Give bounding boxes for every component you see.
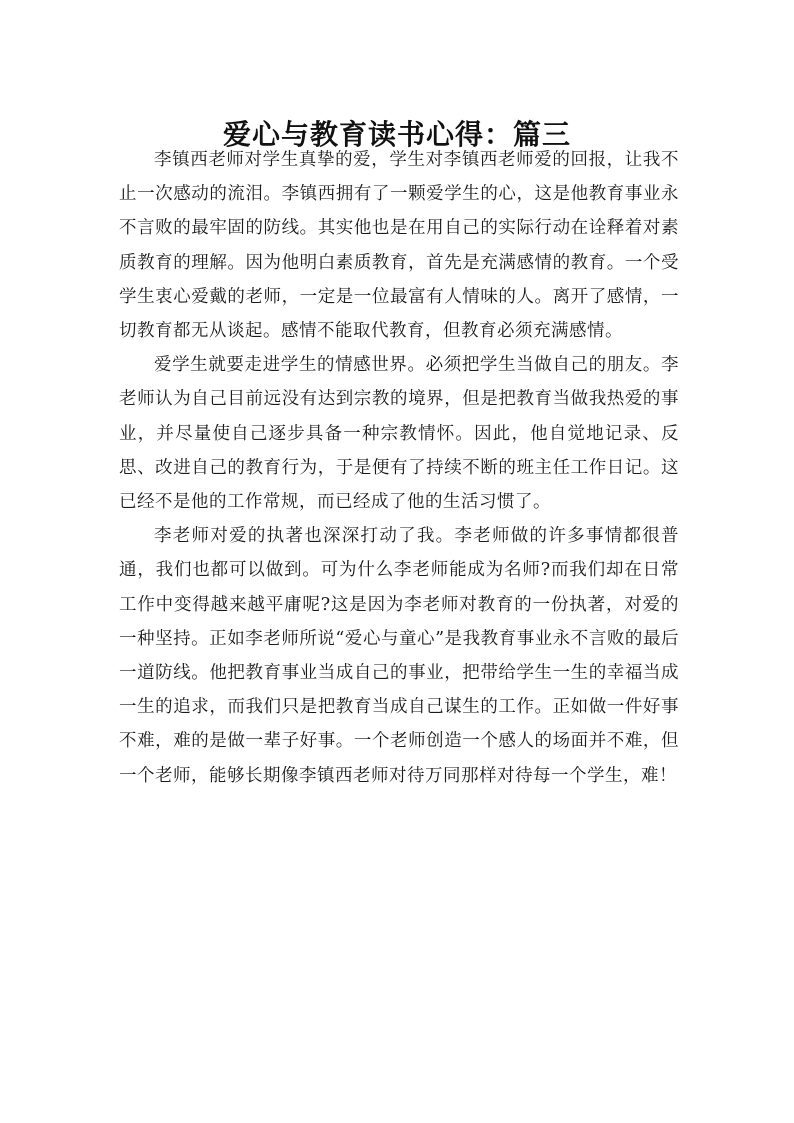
paragraph-1: 李镇西老师对学生真挚的爱，学生对李镇西老师爱的回报，让我不止一次感动的流泪。李镇西拥有了一颗爱学生的心，这是他教育事业永不言败的最牢固的防线。其实他也是在用自己的实际行动在诠释着对素质教育的理解。因为他明白素质教育，首先是充满感情的教育。一个受学生衷心爱戴的老师，一定是一位最富有人情味的人。离开了感情，一切教育都无从谈起。感情不能取代教育，但教育必须充满感情。: [119, 150, 679, 342]
document-body: [119, 143, 679, 793]
document-title: 爱心与教育读书心得：篇三: [222, 117, 571, 151]
paragraph-3: 李老师对爱的执著也深深打动了我。李老师做的许多事情都很普通，我们也都可以做到。可为什么李老师能成为名师?而我们却在日常工作中变得越来越平庸呢?这是因为李老师对教育的一份执著，对爱的一种坚持。正如李老师所说“爱心与童心”是我教育事业永不言败的最后一道防线。他把教育事业当成自己的事业，把带给学生一生的幸福当成一生的追求，而我们只是把教育当成自己谋生的工作。正如做一件好事不难，难的是做一辈子好事。一个老师创造一个感人的场面并不难，但一个老师，能够长期像李镇西老师对待万同那样对待每一个学生，难！: [119, 526, 679, 786]
paragraph-2: 爱学生就要走进学生的情感世界。必须把学生当做自己的朋友。李老师认为自己目前远没有达到宗教的境界，但是把教育当做我热爱的事业，并尽量使自己逐步具备一种宗教情怀。因此，他自觉地记录、反思、改进自己的教育行为，于是便有了持续不断的班主任工作日记。这已经不是他的工作常规，而已经成了他的生活习惯了。: [119, 355, 679, 513]
